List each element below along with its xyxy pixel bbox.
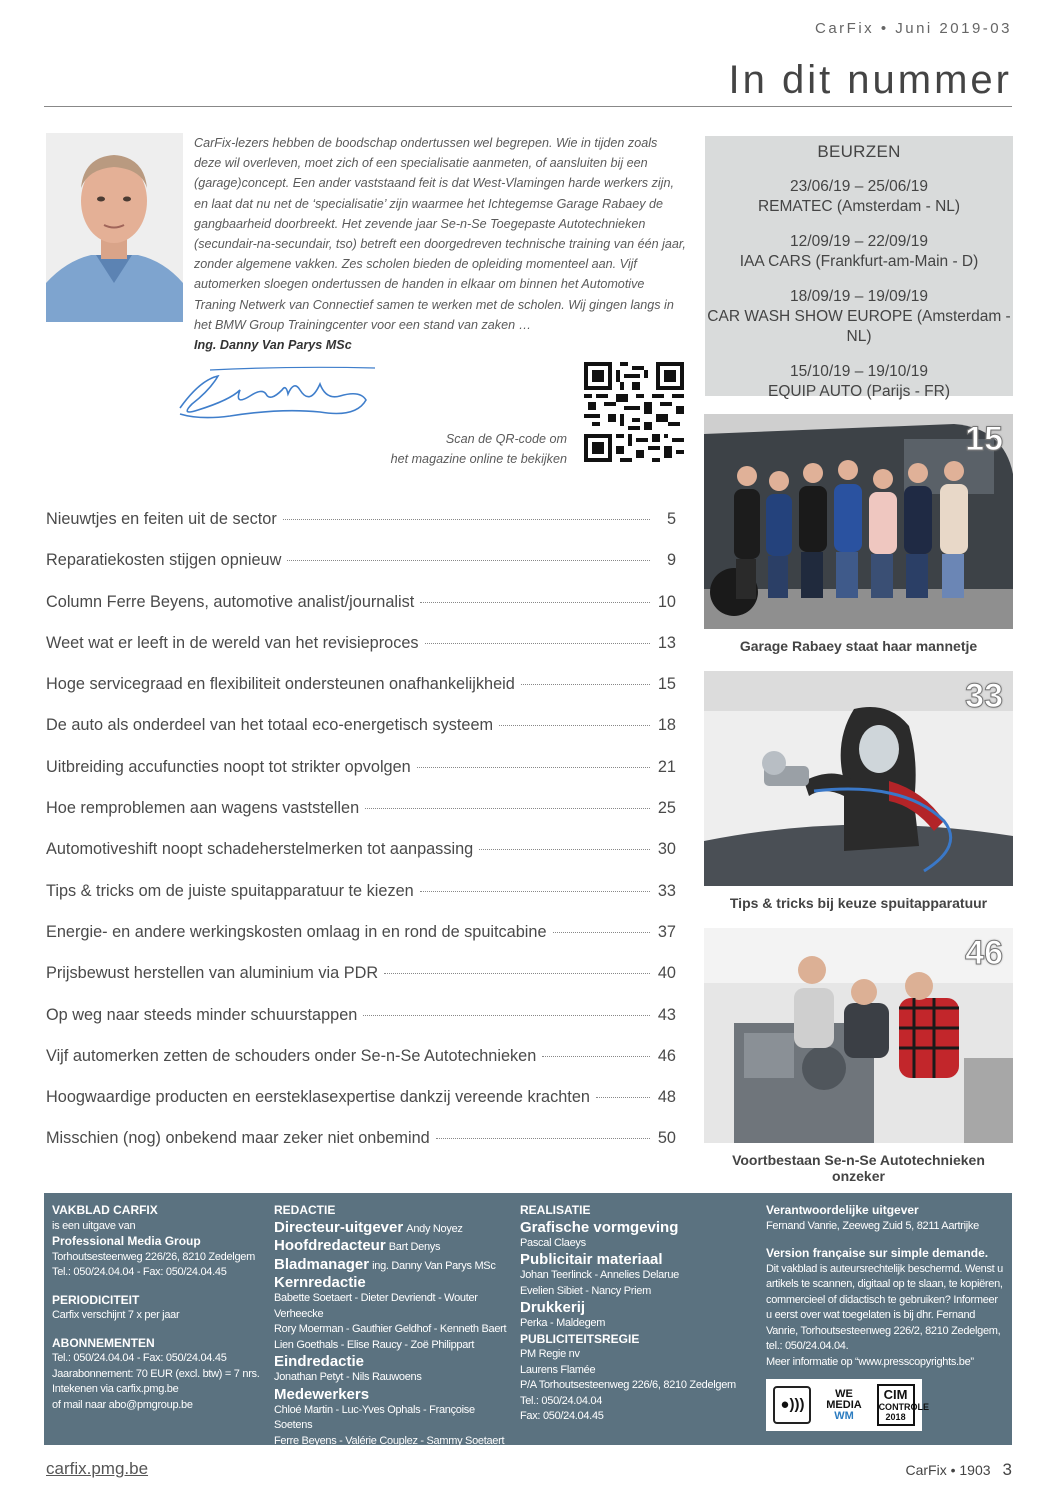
toc-page: 15 — [657, 675, 676, 694]
author-portrait-illustration — [46, 133, 183, 322]
toc-leader — [363, 1015, 650, 1016]
colophon-line: Johan Teerlinck - Annelies Delarue — [520, 1269, 679, 1281]
colophon-role: Bladmanager — [274, 1255, 370, 1273]
colophon-line: P/A Torhoutsesteenweg 226/6, 8210 Zedelgem — [520, 1379, 736, 1391]
event-item — [705, 232, 1013, 272]
toc-item[interactable] — [46, 964, 676, 1005]
colophon-line: Professional Media Group — [52, 1234, 201, 1248]
toc-leader — [420, 891, 650, 892]
toc-title: De auto als onderdeel van het totaal eco-energetisch systeem — [46, 716, 494, 735]
event-dates: 23/06/19 – 25/06/19 — [790, 178, 928, 195]
toc-page: 9 — [666, 551, 676, 570]
colophon-line: Torhoutsesteenweg 226/26, 8210 Zedelgem — [52, 1250, 255, 1263]
table-of-contents — [46, 510, 676, 1171]
colophon-line: Jaarabonnement: 70 EUR (excl. btw) = 7 nrs. — [52, 1367, 260, 1380]
event-item — [705, 287, 1013, 347]
colophon-line: Intekenen via carfix.pmg.be — [52, 1383, 179, 1395]
toc-page: 50 — [657, 1129, 676, 1148]
colophon-name: Bart Denys — [388, 1241, 441, 1253]
toc-page: 37 — [657, 922, 676, 941]
header-divider — [44, 106, 1012, 107]
toc-title: Energie- en andere werkingskosten omlaag in en rond de spuitcabine — [46, 922, 547, 941]
feature-card[interactable] — [704, 671, 1013, 911]
toc-leader — [596, 1097, 650, 1098]
colophon-line: PM Regie nv — [520, 1348, 580, 1360]
toc-leader — [542, 1056, 650, 1057]
toc-title: Vijf automerken zetten de schouders onder Se-n-Se Autotechnieken — [46, 1046, 537, 1065]
colophon-name: ing. Danny Van Parys MSc — [372, 1259, 496, 1272]
toc-item[interactable] — [46, 510, 676, 551]
toc-title: Column Ferre Beyens, automotive analist/journalist — [46, 592, 415, 611]
colophon-role: Kernredactie — [274, 1274, 366, 1291]
toc-title: Automotiveshift noopt schadeherstelmerken tot aanpassing — [46, 840, 474, 859]
colophon-role: Drukkerij — [520, 1299, 586, 1316]
colophon-line: Lien Goethals - Elise Raucy - Zoë Philippart — [274, 1338, 475, 1351]
toc-item[interactable] — [46, 840, 676, 881]
colophon-line: Dit vakblad is auteursrechtelijk beschermd. Wenst u artikels te scannen, digitaal op te slaan, te kopiëren, commercieel of didactisch te gebruiken? Informeer u eerst over wat toegelaten is bij dhr. Fernand Vanrie, Torhoutsesteenweg 226/2, 8210 Zedelgem, tel.: 050/24.04.04. — [766, 1262, 1003, 1352]
feature-page-number: 15 — [965, 420, 1003, 458]
toc-page: 21 — [657, 757, 676, 776]
intro-author: Ing. Danny Van Parys MSc — [194, 338, 352, 353]
event-item — [705, 362, 1013, 402]
feature-card[interactable] — [704, 414, 1013, 654]
colophon-heading: PERIODICITEIT — [52, 1292, 140, 1307]
toc-page: 10 — [657, 592, 676, 611]
event-name: CAR WASH SHOW EUROPE (Amsterdam - NL) — [707, 308, 1011, 345]
toc-page: 18 — [657, 716, 676, 735]
feature-photo-garage-team — [704, 414, 1013, 629]
toc-item[interactable] — [46, 799, 676, 840]
colophon-line: is een uitgave van — [52, 1219, 136, 1232]
colophon-line: Rory Moerman - Gauthier Geldhof - Kenneth Baert — [274, 1323, 507, 1335]
event-name: EQUIP AUTO (Parijs - FR) — [767, 383, 950, 400]
qr-caption-line1: Scan de QR-code om — [445, 432, 567, 446]
toc-leader — [436, 1138, 650, 1139]
feature-caption: Tips & tricks bij keuze spuitapparatuur — [729, 895, 988, 911]
colophon-heading: REALISATIE — [520, 1203, 591, 1217]
cim-logo — [877, 1384, 930, 1426]
colophon-line: Tel.: 050/24.04.04 - Fax: 050/24.04.45 — [52, 1352, 227, 1364]
qr-code[interactable] — [584, 362, 684, 462]
toc-leader — [425, 643, 650, 644]
toc-leader — [420, 602, 650, 603]
toc-item[interactable] — [46, 1088, 676, 1129]
toc-leader — [283, 519, 650, 520]
qr-caption — [360, 429, 567, 469]
event-dates: 15/10/19 – 19/10/19 — [790, 363, 928, 380]
toc-leader — [384, 973, 650, 974]
author-signature — [170, 360, 380, 426]
page-number: 3 — [1002, 1460, 1012, 1479]
toc-item[interactable] — [46, 1129, 676, 1170]
qr-caption-line2: het magazine online te bekijken — [390, 452, 567, 466]
event-name: REMATEC (Amsterdam - NL) — [757, 198, 961, 215]
event-dates: 18/09/19 – 19/09/19 — [790, 288, 928, 305]
we-media-logo-line2: MEDIA — [826, 1398, 862, 1411]
feature-page-number: 33 — [965, 677, 1003, 715]
colophon-column-legal — [766, 1203, 1006, 1370]
we-media-logo-line3: WM — [834, 1409, 854, 1422]
certification-logos — [766, 1379, 930, 1431]
colophon-line: Babette Soetaert - Dieter Devriendt - Wouter Verheecke — [274, 1292, 478, 1320]
toc-title: Nieuwtjes en feiten uit de sector — [46, 510, 277, 528]
toc-title: Hoe remproblemen aan wagens vaststellen — [46, 799, 360, 818]
toc-title: Uitbreiding accufuncties noopt tot strikter opvolgen — [46, 757, 411, 776]
colophon-role: Eindredactie — [274, 1353, 365, 1370]
colophon-line: Carfix verschijnt 7 x per jaar — [52, 1309, 180, 1321]
feature-photo-spray-painting — [704, 671, 1013, 886]
colophon-column-editorial — [274, 1203, 514, 1480]
toc-leader — [417, 767, 650, 768]
toc-item[interactable] — [46, 593, 676, 634]
toc-title: Weet wat er leeft in de wereld van het revisieproces — [46, 633, 419, 652]
colophon-role: Publicitair materiaal — [520, 1251, 663, 1268]
issue-meta: CarFix • Juni 2019-03 — [815, 20, 1012, 37]
cim-logo-line1: CIM — [883, 1387, 908, 1402]
toc-page: 13 — [657, 633, 676, 652]
event-name: IAA CARS (Frankfurt-am-Main - D) — [739, 253, 979, 270]
toc-item[interactable] — [46, 923, 676, 964]
colophon-heading: Version française sur simple demande. — [766, 1246, 989, 1260]
toc-page: 25 — [657, 799, 676, 818]
toc-title: Misschien (nog) onbekend maar zeker niet onbemind — [46, 1129, 430, 1148]
colophon-line: of mail naar abo@pmgroup.be — [52, 1398, 193, 1411]
toc-item[interactable] — [46, 758, 676, 799]
toc-leader — [521, 684, 650, 685]
colophon-line: Laurens Flamée — [520, 1363, 596, 1376]
feature-caption: Garage Rabaey staat haar mannetje — [739, 638, 978, 654]
footer-website-link[interactable]: carfix.pmg.be — [46, 1459, 149, 1478]
toc-leader — [365, 808, 650, 809]
colophon-line: Meer informatie op “www.presscopyrights.be” — [766, 1355, 974, 1368]
feature-photo-engine-training — [704, 928, 1013, 1143]
toc-item[interactable] — [46, 1006, 676, 1047]
toc-item[interactable] — [46, 1047, 676, 1088]
footer-issue-info — [905, 1460, 1012, 1480]
colophon-role: Directeur-uitgever — [274, 1218, 404, 1236]
events-heading: BEURZEN — [817, 142, 901, 161]
toc-title: Prijsbewust herstellen van aluminium via PDR — [46, 964, 379, 983]
toc-item[interactable] — [46, 551, 676, 592]
colophon-heading: PUBLICITEITSREGIE — [520, 1331, 640, 1346]
colophon-line: Fernand Vanrie, Zeeweg Zuid 5, 8211 Aartrijke — [766, 1219, 979, 1232]
colophon-line: Fax: 050/24.04.45 — [520, 1410, 604, 1422]
event-dates: 12/09/19 – 22/09/19 — [790, 233, 928, 250]
cim-logo-line2: CONTROLE — [878, 1402, 930, 1412]
toc-leader — [499, 725, 650, 726]
toc-leader — [553, 932, 650, 933]
toc-page: 30 — [657, 840, 676, 859]
toc-title: Hoogwaardige producten en eersteklasexpertise dankzij vereende krachten — [46, 1088, 590, 1107]
colophon-line: Tel.: 050/24.04.04 - Fax: 050/24.04.45 — [52, 1266, 227, 1278]
colophon-line: Pascal Claeys — [520, 1236, 586, 1249]
toc-title: Reparatiekosten stijgen opnieuw — [46, 551, 282, 570]
toc-item[interactable] — [46, 716, 676, 757]
toc-item[interactable] — [46, 634, 676, 675]
colophon-line: Tel.: 050/24.04.04 — [520, 1394, 603, 1407]
we-media-logo — [826, 1389, 861, 1422]
toc-title: Hoge servicegraad en flexibiliteit ondersteunen onafhankelijkheid — [46, 675, 515, 694]
toc-page: 40 — [657, 964, 676, 983]
intro-text-block — [194, 133, 686, 355]
toc-page: 5 — [666, 510, 676, 528]
cim-logo-line3: 2018 — [885, 1412, 906, 1422]
toc-item[interactable] — [46, 882, 676, 923]
feature-caption: Voortbestaan Se-n-Se Autotechnieken onzeker — [732, 1152, 985, 1184]
footer-issue: CarFix • 1903 — [905, 1462, 991, 1478]
colophon-column-production — [520, 1203, 760, 1425]
intro-text: CarFix-lezers hebben de boodschap ondertussen wel begrepen. Wie in tijden zoals deze wil overleven, moet zich of een specialisatie aanmeten, of aansluiten bij een (garage)concept. Een ander vaststaand feit is dat West-Vlamingen harde werkers zijn, en laat dat nu net de ‘specialisatie’ zijn waarmee het Ichtegemse Garage Rabaey de gangbaarheid doorbreekt. Het zevende jaar Se-n-Se Toegepaste Autotechnieken (secundair-na-secundair, tso) betreft een doorgedreven technische training van één jaar, zonder algemene vakken. Zes scholen bieden de opleiding momenteel aan. Vijf automerken sloegen ondertussen de handen in elkaar om binnen het Automotive Traning Netwerk van Connectief samen te werken met de scholen. Wij gingen langs in het BMW Group Trainingcenter voor een stand van zaken … — [194, 136, 686, 332]
toc-title: Tips & tricks om de juiste spuitapparatuur te kiezen — [46, 881, 414, 900]
colophon-line: Evelien Sibiet - Nancy Priem — [520, 1284, 651, 1297]
toc-page: 33 — [657, 881, 676, 900]
press-copyright-logo-icon: ●))) — [773, 1386, 811, 1424]
colophon-heading: ABONNEMENTEN — [52, 1335, 155, 1350]
colophon-name: Andy Noyez — [406, 1222, 463, 1235]
colophon-role: Hoofdredacteur — [274, 1237, 386, 1254]
toc-page: 46 — [657, 1046, 676, 1065]
colophon-heading: VAKBLAD CARFIX — [52, 1203, 158, 1217]
toc-page: 43 — [657, 1005, 676, 1024]
colophon-line: Ferre Beyens - Valérie Couplez - Sammy Soetaert — [274, 1434, 505, 1447]
page-title: In dit nummer — [728, 58, 1012, 102]
author-photo — [46, 133, 183, 322]
events-box — [705, 136, 1013, 400]
colophon-role: Medewerkers — [274, 1385, 370, 1403]
colophon-role: Grafische vormgeving — [520, 1218, 679, 1236]
we-media-logo-line1: WE — [835, 1387, 853, 1400]
colophon-column-publisher — [52, 1203, 267, 1413]
colophon-line: Tilly Baekelandt - Tony Meesdom - Kevin Vercauteren — [274, 1450, 461, 1478]
toc-page: 48 — [657, 1088, 676, 1107]
colophon-line: Perka - Maldegem — [520, 1317, 606, 1329]
colophon-heading: Verantwoordelijke uitgever — [766, 1203, 919, 1217]
toc-leader — [479, 849, 650, 850]
colophon-heading: REDACTIE — [274, 1203, 336, 1217]
event-item — [705, 177, 1013, 217]
colophon-line: Jonathan Petyt - Nils Rauwoens — [274, 1371, 422, 1383]
feature-page-number: 46 — [965, 934, 1003, 972]
toc-title: Op weg naar steeds minder schuurstappen — [46, 1005, 358, 1024]
toc-item[interactable] — [46, 675, 676, 716]
toc-leader — [287, 560, 650, 561]
feature-card[interactable] — [704, 928, 1013, 1184]
colophon-line: Chloé Martin - Luc-Yves Ophals - Françoise Soetens — [274, 1403, 475, 1431]
